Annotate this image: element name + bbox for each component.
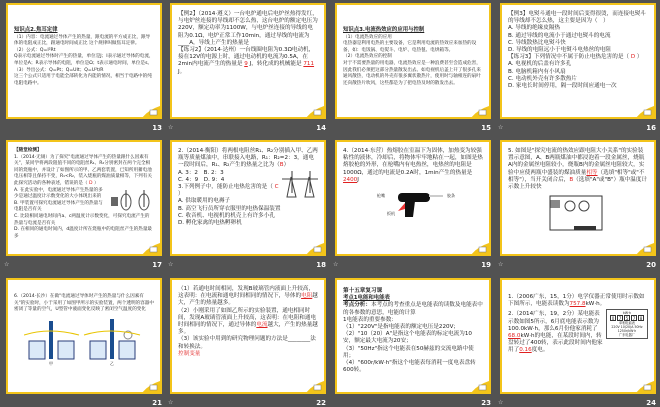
text-line	[508, 83, 648, 90]
slide-content	[508, 148, 648, 250]
slide-content	[343, 27, 483, 113]
text-line	[14, 54, 154, 67]
text-span: 1电能表的重要参数：	[343, 316, 397, 323]
text-line	[14, 74, 154, 87]
figure-label: 胶条	[447, 193, 455, 199]
answer-text: 711	[303, 61, 315, 68]
answer-text: 控制变量	[178, 350, 201, 357]
text-span: 【随堂检测】	[14, 148, 42, 153]
slide-number: 16	[646, 124, 656, 132]
meter-spec: 1250r/kW·h	[617, 329, 637, 334]
text-span: D. 家电长时间停用，隔一段时间应通电一次	[508, 83, 617, 90]
answer-text: D	[88, 180, 93, 186]
slide-number: 13	[152, 124, 162, 132]
slide-content	[508, 294, 648, 388]
meter-spec: 广东电器厂	[619, 333, 635, 338]
slide-thumbnail-16[interactable]	[500, 3, 656, 119]
text-line	[178, 148, 318, 170]
text-span: ）	[283, 162, 290, 169]
text-span: D. 在相同的通电时间内，d温度计所在烧瓶中的电阻丝产生的热量最多	[14, 227, 153, 239]
diagram-figure	[110, 189, 154, 213]
text-span: （2）公式：Q=I²Rt	[14, 47, 56, 53]
text-span: 【例2】（2014·遵义）一台电炉通电后电炉丝热得发红，与电炉丝连接的导线却不怎么热，这台电炉的额定电压为220V，额定功率为1100W，与电炉丝连接的导线的电阻为0.1Ω，电炉正常工作10min，通过导线的电流为____A，导线上产生的热量是	[178, 11, 318, 46]
text-span: 这三个公式只适用于电能全部转化为内能的情况，相当于电路中的纯电阻电路中。	[14, 74, 152, 86]
answer-text: 68.0	[508, 333, 521, 340]
animation-star-icon[interactable]: ☆	[168, 261, 174, 268]
diagram-figure	[363, 187, 463, 225]
text-span: kW·h。	[585, 301, 606, 308]
text-span: （2）小刚采用了如图乙所示的实验装置，通电相同时间，发现A玻璃管液面上升较高，这表明：在电阻和通电时间相同的情况下，通过导体的	[178, 307, 317, 329]
figure-label: 扳机	[387, 211, 395, 217]
answer-text: 0.16	[519, 347, 532, 354]
slide-number: 14	[316, 124, 326, 132]
text-span: 考点分析：	[343, 302, 371, 309]
slide-heading: 考点1电能和电能表	[343, 295, 390, 302]
text-span: （1）电流热效应的应用	[343, 34, 392, 40]
slide-thumbnail-18[interactable]	[170, 140, 326, 256]
text-span: B. 高空飞行员所穿衣服里的电热保温装置	[178, 205, 281, 212]
slide-thumbnail-17[interactable]	[6, 140, 162, 256]
text-span: 【练习2】（2014·达州）一台线圈电阻为0.3Ω电动机，接在12V的电源上时，通过电动机的电流为0.5A，在2min内电流产生的热量是	[178, 47, 315, 68]
text-line	[14, 214, 154, 227]
slide-thumbnail-20[interactable]	[500, 140, 656, 256]
figure-label: 枪嘴	[377, 193, 385, 199]
text-span: 【练习3】下列情况中不属于防止电热危害的是（	[508, 54, 631, 61]
slide-content	[178, 148, 318, 250]
animation-star-icon[interactable]: ☆	[333, 261, 339, 268]
text-span: A. 在此实验中，电流通过导体产生热量的多少是通过温度计示数变化的大小体现出来的	[14, 187, 103, 200]
slide-thumbnail-14[interactable]	[170, 3, 326, 119]
meter-digit: 7	[618, 316, 622, 322]
answer-text: 电阻	[301, 293, 313, 300]
text-span: （3）"50Hz"指这个电能表在50赫兹的交流电路中使用；	[343, 345, 474, 359]
text-span: 6.（2014·长沙）在做"电流通过导体时产生的热量与什么因素有关"的实验时，小于采用了如图甲所示的实验装置，两个透明的容器中密闭了等量的空气，U型管中液面变化反映了密闭空气温度的变化	[14, 294, 154, 313]
text-line	[343, 54, 483, 61]
meter-digit: 5	[625, 316, 629, 322]
slide-content	[508, 11, 648, 113]
text-span: （2）"10（20）A"是指这个电能表的标定电流为10安，额定最大电流为20安；	[343, 331, 472, 345]
meter-digit: 0	[611, 316, 615, 322]
text-line	[178, 206, 318, 213]
text-span: 5. 如图是"探究电流的热效应跟电阻大小关系"的实验装置示意图，A、B两瓶煤油中都浸泡着一段金属丝，烧瓶A内的金属丝电阻较小，烧瓶B内的金属丝电阻较大，实验中应使两瓶中盛装的煤油质量	[508, 148, 645, 176]
text-span: （4）"600r/kW·h"指这个电能表每消耗一度电表盘转600转。	[343, 360, 476, 374]
animation-star-icon[interactable]: ☆	[168, 124, 174, 131]
meter-spec: 单相电能表	[619, 321, 635, 326]
text-span: 3.下列例子中，能防止电热危害的是（	[178, 184, 275, 191]
text-line	[14, 227, 154, 240]
text-span: A. 供取暖用的电褥子	[178, 198, 231, 205]
slide-number: 19	[481, 261, 491, 269]
animation-star-icon[interactable]: ☆	[168, 399, 174, 406]
diagram-figure	[282, 171, 318, 199]
text-line	[14, 27, 154, 35]
figure-label: 甲	[49, 360, 53, 366]
text-line	[178, 308, 318, 337]
text-line	[14, 148, 154, 155]
slide-content	[14, 27, 154, 113]
meter-spec: 220V 10(20)A 50Hz	[611, 325, 643, 330]
text-line	[508, 69, 648, 76]
text-line	[343, 360, 483, 374]
text-line	[343, 41, 483, 54]
text-span: A. 3：2 B. 2：3	[178, 169, 224, 176]
slide-content	[343, 148, 483, 250]
text-line	[14, 155, 154, 188]
text-line	[14, 35, 154, 48]
text-span: （1）内容：电流通过导体产生的热量，跟电流的平方成正比，跟导体的电阻成正比，跟通电时间成正比 这个规律叫做焦耳定律。	[14, 34, 151, 47]
text-span: （3）该实验中用到的研究物理问题的方法是________法和转换法。	[178, 336, 316, 350]
slide-number: 17	[152, 261, 162, 269]
text-line	[508, 61, 648, 68]
diagram-figure	[548, 194, 608, 234]
slide-number: 23	[481, 399, 491, 407]
text-line	[343, 148, 483, 184]
text-span: J，转化成的机械能是	[247, 61, 304, 68]
answer-text: D	[630, 54, 636, 61]
text-line	[343, 27, 483, 35]
answer-text: 2400	[343, 176, 358, 183]
text-line	[508, 11, 648, 25]
text-line	[343, 302, 483, 316]
slide-content	[178, 11, 318, 113]
text-span: 越大，产生的热量越多。	[178, 293, 318, 307]
text-span: 本考点的考查重点是电能表的读数及电能表中的各参数的意思，电能的计算	[343, 302, 483, 316]
text-span: 1.（2014·无锡）为了探究"电流通过导体产生的热量跟什么因素有关"，某同学将两段阻值不同的电阻丝R₁、R₂分别密封在两个完全相同的烧瓶中，并设计了如图所示的甲、乙两套装置，已知所用蓄电池电压相等且保持不变，R₁<R₂，装入烧瓶的煤油质量相等，下列有关此探究活动的各种表述，错误的是（	[14, 154, 152, 186]
answer-text: C	[274, 184, 279, 191]
slide-thumbnail-24[interactable]	[500, 278, 656, 394]
text-line	[508, 33, 648, 40]
text-span: J。	[178, 68, 186, 75]
text-line	[508, 25, 648, 32]
answer-text: 相等	[586, 169, 598, 176]
slide-number: 22	[316, 399, 326, 407]
text-span: 对于不需要热量的用电器，电流热效应是一种浪费甚至会造成危害，因此我们必须把这部分热量散发出去。如电视机后盖上开了很多孔来通风散热，电动机的外壳有很多翼状散热片，使用时与轴相连的扇叶还向散热片吹风，这些都是为了把电热及时的散发出去。	[343, 60, 481, 86]
answer-text: 电流	[256, 322, 268, 329]
text-line	[508, 40, 648, 47]
electricity-meter	[606, 309, 648, 339]
text-span: A. 电视机的后盖有许多孔	[508, 61, 572, 68]
text-line	[178, 47, 318, 76]
slide-content	[178, 286, 318, 388]
meter-digit: 8	[639, 316, 643, 322]
answer-text: B	[569, 176, 574, 183]
text-line	[178, 336, 318, 350]
text-span: D. 孵化家禽的电热孵卵机	[178, 220, 242, 227]
animation-star-icon[interactable]: ☆	[498, 399, 504, 406]
text-span: 第十五章复习课	[343, 288, 383, 294]
diagram-figure	[24, 317, 144, 367]
slide-number: 15	[481, 124, 491, 132]
text-span: （2）电流热效应的控制	[343, 54, 392, 60]
text-line	[343, 331, 483, 345]
slide-number: 24	[646, 399, 656, 407]
text-span: （1）若通电时间相同，发现B玻璃管内液面上升较高，这表明：在电流和通电时间相同的情况下，导体的	[178, 286, 315, 300]
animation-star-icon[interactable]: ☆	[4, 261, 10, 268]
text-line	[14, 294, 154, 314]
text-span: 2.（2014广东，19，2分）某电能表示数如图5所示，6月底电能表示数为100.0kW·h，那么6月份他家消耗了	[508, 311, 600, 332]
text-span: C. 4：9 D. 9：4	[178, 176, 225, 183]
slide-number: 21	[152, 399, 162, 407]
slide-thumbnail-19[interactable]	[335, 140, 491, 256]
text-span: B. 通过导线的电流小于通过电熨斗的电流	[508, 32, 611, 39]
answer-text: 9	[244, 61, 248, 68]
text-line	[343, 346, 483, 360]
text-span: Q表示电流通过导体时产生的热量，单位是J；I表示通过导体的电流，单位是A；R表示导体的电阻，单位是Ω；t表示通电时间，单位是s。	[14, 54, 154, 66]
text-line	[508, 148, 648, 191]
animation-star-icon[interactable]: ☆	[498, 261, 504, 268]
slide-thumbnail-22[interactable]	[170, 278, 326, 394]
text-span: 1.（2006广东，15，1分）电学仪器正常使用时示数如下图所示，电能表读数为	[508, 294, 645, 308]
slide-thumbnail-15[interactable]	[335, 3, 491, 119]
slide-thumbnail-13[interactable]	[6, 3, 162, 119]
text-line	[178, 286, 318, 308]
text-line	[343, 317, 483, 324]
text-span: 【例3】电熨斗通电一段时间后变得很烫，而连接电熨斗的导线却不怎么热，这主要是因为（ ）	[508, 11, 646, 25]
text-line	[178, 351, 318, 358]
text-span: C. 导线散热比电熨斗快	[508, 39, 566, 46]
slide-heading: 知识点3.电流热效应的应用与控制	[343, 27, 425, 33]
text-span: （3）导出公式：Q=Pt；Q=UIt；Q=U²t/R	[14, 67, 104, 73]
meter-unit: kW·h	[622, 311, 632, 316]
text-line	[178, 220, 318, 227]
text-span: 4.（2014·东营）热熔胶在室温下为固体，加热变为较强粘性的液体，冷却后，将物体牢牢地粘在一起，如图是热熔胶枪的外形，在枪嘴内有电热丝，电热丝的电阻是1000Ω，通过的电流是0.2A时，1min产生的热量是	[343, 148, 483, 176]
slide-thumbnail-21[interactable]	[6, 278, 162, 394]
text-span: （1）"220V"是指电能表的额定电压是220V；	[343, 324, 460, 331]
text-line	[178, 11, 318, 47]
text-span: 2.（2014·衡阳）将两根电阻丝R₁、R₂分别插入甲、乙两瓶等质量煤油中，串联接入电路，R₁：R₂=2：3，通电一段时间后，R₁、R₂产生的热量之比为（	[178, 148, 318, 169]
slide-content	[343, 288, 483, 388]
text-span: （选填"相等"或"不相等"），当开关闭合后，	[508, 169, 645, 183]
text-span: A. 导线的绝缘皮隔热	[508, 25, 561, 32]
answer-text: 757.8	[569, 301, 586, 308]
answer-text: B	[279, 162, 284, 169]
text-span: D. 导线的电阻远小于电熨斗电热丝的电阻	[508, 47, 611, 54]
text-span: C. 收音机、电视机的机壳上有许多小孔	[178, 212, 275, 219]
meter-digit: 7	[632, 316, 636, 322]
text-span: C. 比较相同通电时间内a、c两温度计示数变化，可探究电流产生的热量与电流是否有关	[14, 213, 150, 226]
animation-star-icon[interactable]: ☆	[498, 124, 504, 131]
text-line	[508, 76, 648, 83]
text-line	[178, 198, 318, 205]
slide-heading: 知识点2.焦耳定律	[14, 27, 58, 33]
text-span: 越大，产生的热量越多。	[178, 322, 318, 336]
text-span: B. 甲装置可探究电流通过导体产生的热量与电阻是否有关	[14, 200, 103, 213]
text-span: 电热器是利用电热的主要设备，它是利用电流的热效应来加热的设备，如：电饭锅、电熨斗、电炉、电热毯、电烘箱等。	[343, 41, 477, 53]
text-span: ）	[635, 54, 643, 61]
text-span: B. 电脑机箱内有小风扇	[508, 68, 566, 75]
text-span: kW·h的电能，在某段时间内，转盘转过了400转，表示此段时间内他家用了	[508, 333, 603, 354]
text-line	[508, 294, 648, 308]
text-span: ）	[178, 191, 184, 198]
text-span: J	[357, 176, 359, 183]
text-line	[178, 213, 318, 220]
figure-label: 乙	[110, 360, 114, 366]
text-span: C. 电动机外壳有许多散热片	[508, 75, 577, 82]
slide-content	[14, 294, 154, 388]
slide-number: 18	[316, 261, 326, 269]
slide-content	[14, 148, 154, 250]
text-span: 度电。	[531, 347, 549, 354]
text-span: ）	[92, 180, 99, 186]
slide-thumbnail-23[interactable]	[335, 278, 491, 394]
text-span: （选填"A"或"B"）瓶中温度计示数上升较快	[508, 176, 648, 191]
slide-number: 20	[646, 261, 656, 269]
text-line	[343, 61, 483, 87]
